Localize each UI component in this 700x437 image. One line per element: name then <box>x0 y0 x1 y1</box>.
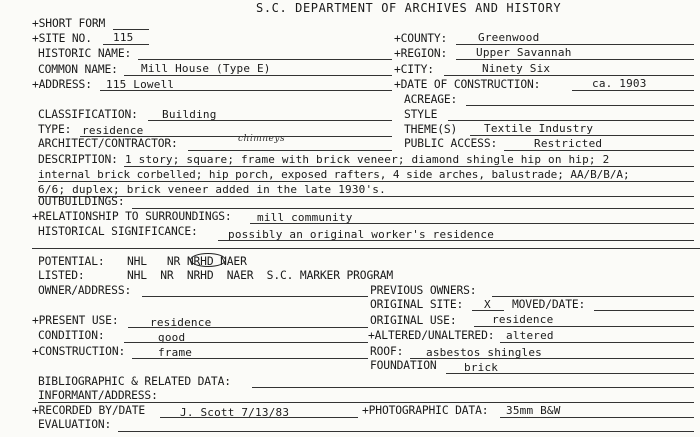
photographic-label: +PHOTOGRAPHIC DATA: <box>362 404 489 417</box>
description-label: DESCRIPTION: <box>38 153 118 166</box>
city-label: +CITY: <box>394 63 434 76</box>
classification-value: Building <box>162 108 217 121</box>
construction-value: frame <box>158 346 193 359</box>
relationship-label: +RELATIONSHIP TO SURROUNDINGS: <box>32 210 232 223</box>
short-form-line <box>113 29 149 30</box>
description-line-1: 1 story; square; frame with brick veneer; diamond shingle hip on hip; 2 <box>125 153 610 166</box>
condition-label: CONDITION: <box>38 329 105 342</box>
architect-label: ARCHITECT/CONTRACTOR: <box>38 137 178 150</box>
moved-date-line <box>594 310 694 311</box>
architect-line <box>188 150 392 151</box>
public-access-value: Restricted <box>534 137 603 150</box>
altered-line <box>500 342 694 343</box>
photographic-line <box>500 417 694 418</box>
relationship-line <box>250 223 694 224</box>
description-rule-1 <box>124 166 694 167</box>
nrhd-circle-mark <box>190 253 226 267</box>
description-rule-2 <box>38 181 694 182</box>
date-construction-value: ca. 1903 <box>592 77 647 90</box>
potential-label: POTENTIAL: <box>38 255 105 268</box>
city-line <box>444 75 694 76</box>
evaluation-line <box>118 431 694 432</box>
bibliographic-line <box>252 387 694 388</box>
owner-address-line <box>142 296 368 297</box>
original-use-value: residence <box>492 313 554 326</box>
listed-options: NHL NR NRHD NAER S.C. MARKER PROGRAM <box>127 269 394 282</box>
style-line <box>448 120 694 121</box>
common-name-label: COMMON NAME: <box>38 63 118 76</box>
description-line-2: internal brick corbelled; hip porch, exposed rafters, 4 side arches, balustrade; AA/B/B/A; <box>38 168 630 181</box>
historic-name-line <box>138 59 392 60</box>
common-name-value: Mill House (Type E) <box>141 62 271 75</box>
region-value: Upper Savannah <box>476 46 572 59</box>
address-value: 115 Lowell <box>106 78 175 91</box>
evaluation-label: EVALUATION: <box>38 418 112 431</box>
present-use-value: residence <box>150 316 212 329</box>
construction-label: +CONSTRUCTION: <box>32 345 126 358</box>
relationship-value: mill community <box>257 211 353 224</box>
original-site-line <box>472 310 504 311</box>
historical-significance-value: possibly an original worker's residence <box>228 228 495 241</box>
roof-line <box>410 358 694 359</box>
informant-line <box>38 402 694 403</box>
public-access-line <box>504 150 694 151</box>
original-site-mark: X <box>484 298 491 311</box>
historical-significance-line <box>218 240 694 241</box>
date-construction-label: +DATE OF CONSTRUCTION: <box>394 78 541 91</box>
public-access-label: PUBLIC ACCESS: <box>404 137 498 150</box>
altered-label: +ALTERED/UNALTERED: <box>368 329 495 342</box>
region-label: +REGION: <box>394 47 448 60</box>
condition-line <box>124 342 368 343</box>
region-line <box>456 59 694 60</box>
acreage-line <box>466 105 694 106</box>
historical-significance-label: HISTORICAL SIGNIFICANCE: <box>38 225 198 238</box>
site-no-line <box>103 44 149 45</box>
city-value: Ninety Six <box>482 62 551 75</box>
roof-label: ROOF: <box>370 345 404 358</box>
present-use-line <box>128 327 368 328</box>
previous-owners-line <box>492 296 694 297</box>
present-use-label: +PRESENT USE: <box>32 314 119 327</box>
themes-value: Textile Industry <box>484 122 594 135</box>
original-site-label: ORIGINAL SITE: <box>370 298 464 311</box>
altered-value: altered <box>506 329 554 342</box>
type-label: TYPE: <box>38 123 72 136</box>
site-no-value: 115 <box>113 31 134 44</box>
owner-address-label: OWNER/ADDRESS: <box>38 284 132 297</box>
address-label: +ADDRESS: <box>32 78 92 91</box>
description-rule-3 <box>38 196 694 197</box>
listed-label: LISTED: <box>38 269 85 282</box>
original-use-label: ORIGINAL USE: <box>370 314 457 327</box>
foundation-label: FOUNDATION <box>370 359 437 372</box>
potential-options: NHL NR NRHD NAER <box>127 255 247 268</box>
section-separator <box>32 248 700 249</box>
acreage-label: ACREAGE: <box>404 93 458 106</box>
outbuildings-label: OUTBUILDINGS: <box>38 195 125 208</box>
recorded-by-label: +RECORDED BY/DATE <box>32 404 146 417</box>
county-value: Greenwood <box>478 31 540 44</box>
recorded-by-value: J. Scott 7/13/83 <box>180 406 290 419</box>
construction-line <box>132 358 368 359</box>
county-line <box>456 44 694 45</box>
outbuildings-line <box>132 208 694 209</box>
address-line <box>100 90 392 91</box>
recorded-by-line <box>160 417 358 418</box>
classification-line <box>148 120 392 121</box>
informant-label: INFORMANT/ADDRESS: <box>38 389 158 402</box>
classification-label: CLASSIFICATION: <box>38 108 138 121</box>
foundation-value: brick <box>464 361 499 374</box>
condition-value: good <box>158 331 186 344</box>
form-title: S.C. DEPARTMENT OF ARCHIVES AND HISTORY <box>256 1 562 15</box>
county-label: +COUNTY: <box>394 32 448 45</box>
foundation-line <box>446 373 694 374</box>
bibliographic-label: BIBLIOGRAPHIC & RELATED DATA: <box>38 375 231 388</box>
short-form-label: +SHORT FORM <box>32 17 106 30</box>
previous-owners-label: PREVIOUS OWNERS: <box>370 284 477 297</box>
original-use-line <box>474 326 694 327</box>
handwritten-chimneys: chimneys <box>238 134 286 144</box>
moved-date-label: MOVED/DATE: <box>512 298 586 311</box>
themes-label: THEME(S) <box>404 123 458 136</box>
description-line-3: 6/6; duplex; brick veneer added in the late 1930's. <box>38 183 386 196</box>
themes-line <box>470 135 694 136</box>
common-name-line <box>124 75 392 76</box>
photographic-value: 35mm B&W <box>506 404 561 417</box>
historic-name-label: HISTORIC NAME: <box>38 47 132 60</box>
date-construction-line <box>572 90 694 91</box>
site-no-label: +SITE NO. <box>32 32 92 45</box>
style-label: STYLE <box>404 108 438 121</box>
roof-value: asbestos shingles <box>426 346 542 359</box>
type-value: residence <box>82 124 144 137</box>
